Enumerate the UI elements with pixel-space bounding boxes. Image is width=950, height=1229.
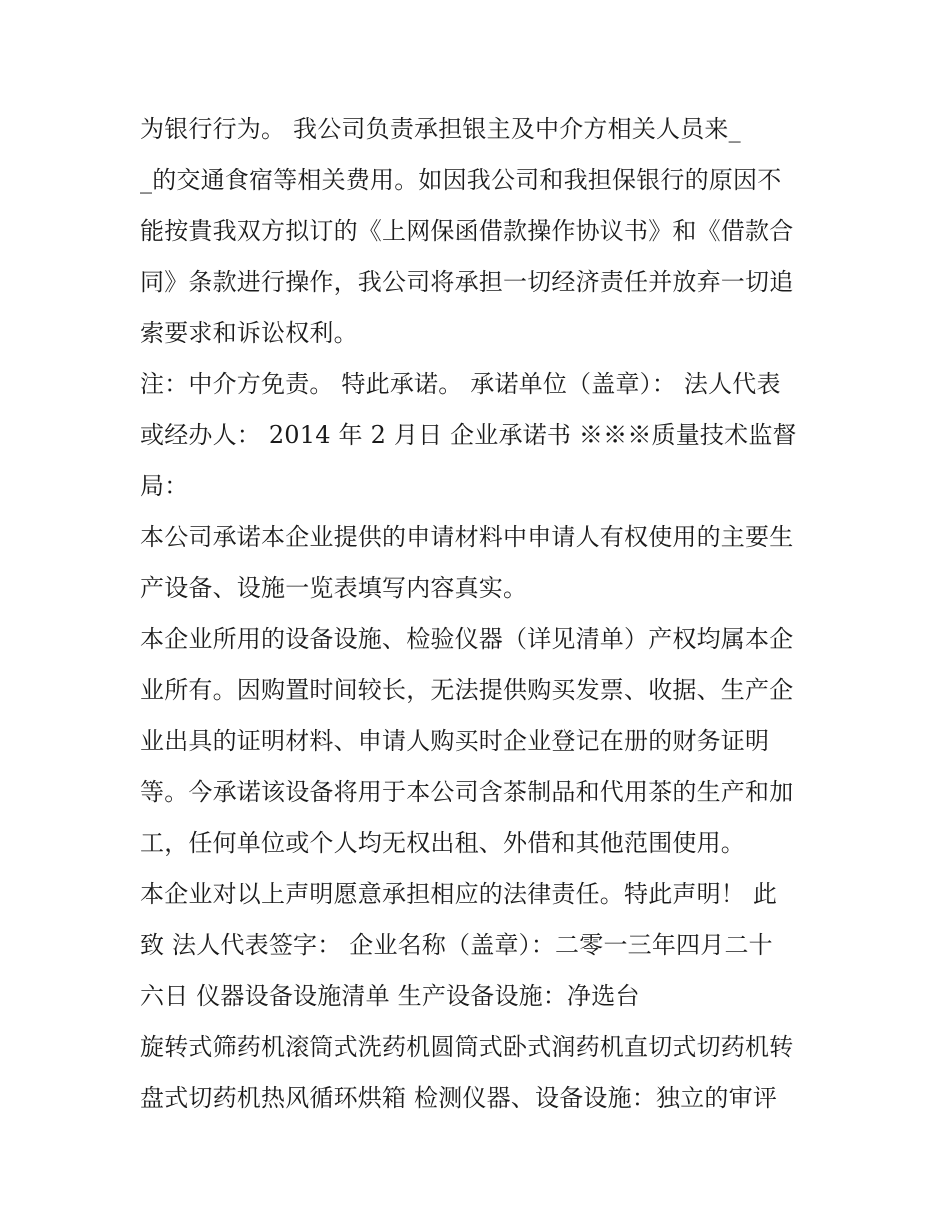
text-line: 旋转式筛药机滚筒式洗药机圆筒式卧式润药机直切式切药机转: [140, 1033, 794, 1061]
text-line: 业所有。因购置时间较长，无法提供购买发票、收据、生产企: [140, 676, 794, 704]
text-line: 致 法人代表签字： 企业名称（盖章）：二零一三年四月二十: [140, 931, 773, 959]
text-line: 索要求和诉讼权利。: [140, 319, 358, 347]
text-line: 盘式切药机热风循环烘箱 检测仪器、设备设施：独立的审评: [140, 1084, 778, 1112]
text-line: 同》条款进行操作，我公司将承担一切经济责任并放弃一切追: [140, 268, 794, 296]
text-line: _的交通食宿等相关费用。如因我公司和我担保银行的原因不: [140, 166, 782, 194]
text-line: 工，任何单位或个人均无权出租、外借和其他范围使用。: [140, 829, 745, 857]
text-line: 业出具的证明材料、申请人购买时企业登记在册的财务证明: [140, 727, 770, 755]
text-line: 为银行行为。 我公司负责承担银主及中介方相关人员来_: [140, 115, 741, 143]
paragraph-equipment-ownership: [140, 614, 820, 869]
text-line: 等。今承诺该设备将用于本公司含茶制品和代用茶的生产和加: [140, 778, 794, 806]
paragraph-signature-note: [140, 359, 820, 512]
text-line: 局：: [140, 472, 189, 500]
paragraph-equipment-list: [140, 1022, 820, 1124]
paragraph-declaration: [140, 869, 820, 1022]
text-line: 六日 仪器设备设施清单 生产设备设施：净选台: [140, 982, 640, 1010]
text-line: 产设备、设施一览表填写内容真实。: [140, 574, 528, 602]
text-line: 或经办人： 2014 年 2 月日 企业承诺书 ※※※质量技术监督: [140, 421, 797, 449]
text-line: 本企业对以上声明愿意承担相应的法律责任。特此声明！ 此: [140, 880, 778, 908]
text-line: 本公司承诺本企业提供的申请材料中申请人有权使用的主要生: [140, 523, 794, 551]
text-line: 注：中介方免责。 特此承诺。 承诺单位（盖章）： 法人代表: [140, 370, 781, 398]
text-line: 能按貴我双方拟订的《上网保函借款操作协议书》和《借款合: [140, 217, 794, 245]
paragraph-guarantee: [140, 104, 820, 359]
document-body: [140, 104, 820, 1124]
text-line: 本企业所用的设备设施、检验仪器（详见清单）产权均属本企: [140, 625, 794, 653]
paragraph-commitment: [140, 512, 820, 614]
